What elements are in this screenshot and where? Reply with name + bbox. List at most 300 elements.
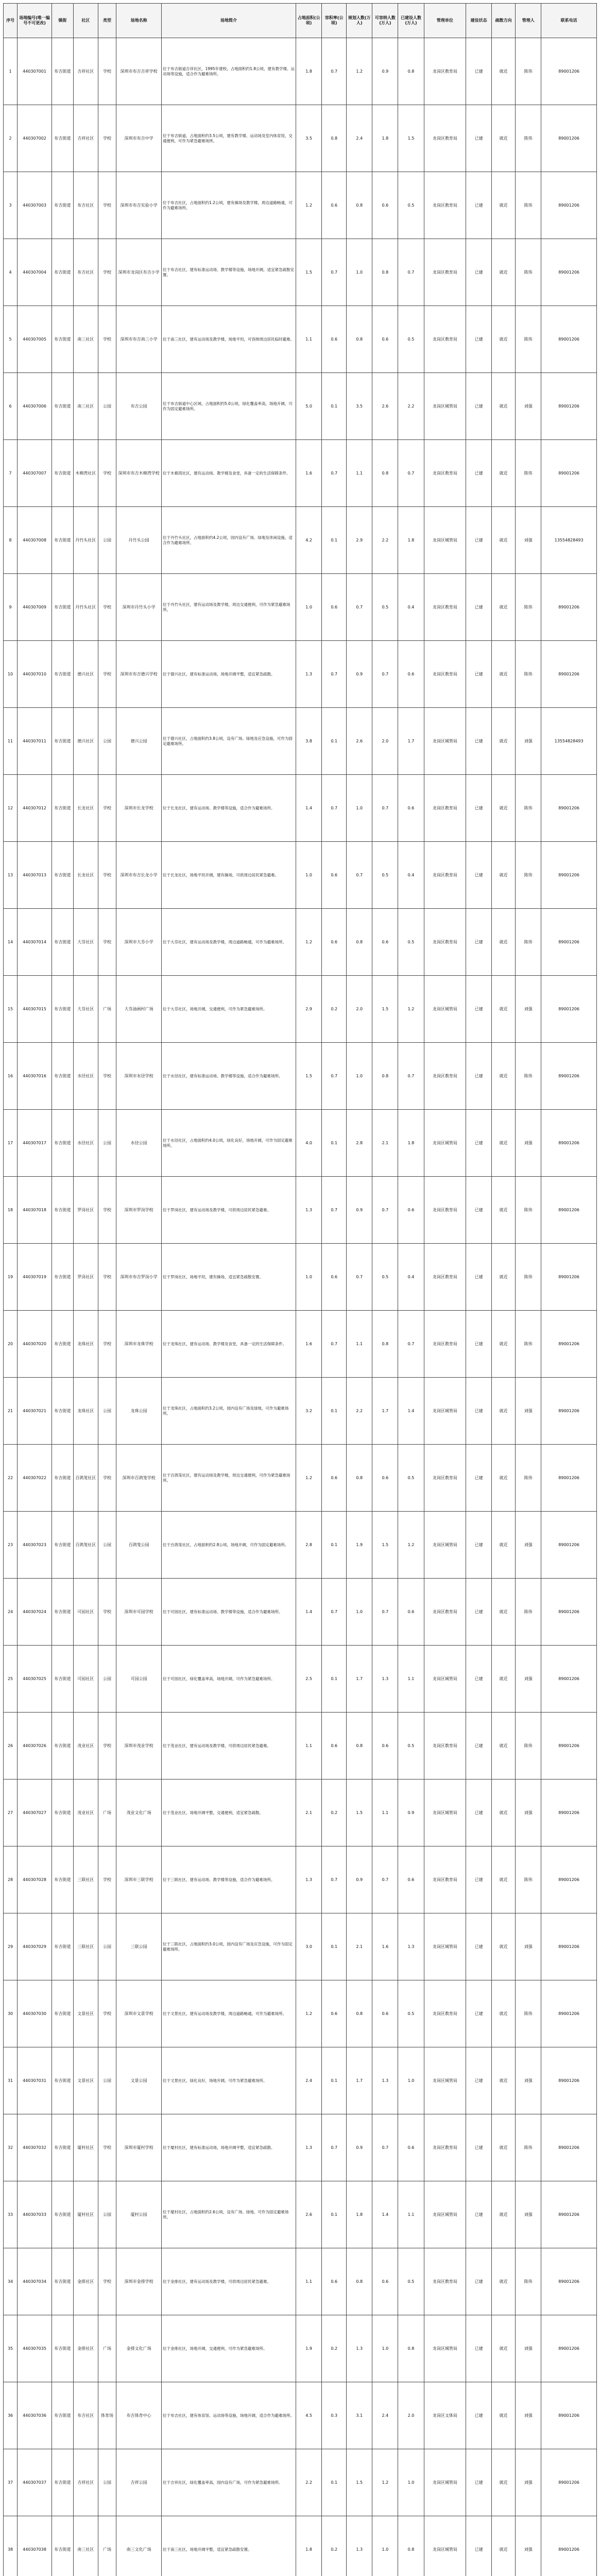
table-cell: 布吉街道	[52, 38, 73, 105]
table-cell: 位于水径社区，建有标准运动场、教学楼等设施，适合作为避难场所。	[161, 1043, 296, 1110]
table-cell: 深圳市丹竹头小学	[116, 574, 162, 641]
table-cell: 24	[4, 1579, 18, 1646]
table-cell: 位于三联社区，占地面积约3.0公顷，园内设有广场及应急设施，可作为固定避难场所。	[161, 1913, 296, 1980]
table-cell: 已建	[466, 1846, 492, 1913]
table-cell: 36	[4, 2382, 18, 2449]
table-cell: 金排文化广场	[116, 2315, 162, 2382]
table-cell: 440307033	[18, 2181, 52, 2248]
table-cell: 就近	[492, 976, 516, 1043]
table-cell: 已建	[466, 708, 492, 775]
table-cell: 3	[4, 172, 18, 239]
table-cell: 0.1	[322, 507, 347, 574]
table-cell: 龙岗区教育局	[424, 1980, 466, 2047]
table-cell: 0.7	[322, 775, 347, 842]
table-cell: 位于布吉社区，占地面积约1.2公顷，建有操场及教学楼，周边道路畅通，可作为避难场所。	[161, 172, 296, 239]
table-cell: 89001206	[541, 2248, 597, 2315]
table-cell: 0.1	[322, 708, 347, 775]
table-cell: 0.9	[372, 38, 398, 105]
table-cell: 已建	[466, 2114, 492, 2181]
table-cell: 公园	[98, 708, 116, 775]
table-cell: 4	[4, 239, 18, 306]
table-cell: 龙岗区城管局	[424, 2516, 466, 2576]
table-cell: 13	[4, 842, 18, 909]
column-header: 序号	[4, 4, 18, 38]
table-cell: 公园	[98, 1110, 116, 1177]
table-cell: 1.7	[398, 708, 424, 775]
table-cell: 1.0	[296, 574, 322, 641]
table-cell: 7	[4, 440, 18, 507]
table-cell: 89001206	[541, 641, 597, 708]
table-cell: 1.2	[296, 909, 322, 976]
table-row	[4, 976, 597, 1043]
table-cell: 37	[4, 2449, 18, 2516]
table-cell: 布吉街道	[52, 1579, 73, 1646]
table-cell: 公园	[98, 373, 116, 440]
table-cell: 0.1	[322, 1378, 347, 1445]
table-cell: 可园公园	[116, 1646, 162, 1713]
table-cell: 就近	[492, 2315, 516, 2382]
table-cell: 2.2	[296, 2449, 322, 2516]
table-cell: 0.5	[372, 842, 398, 909]
table-cell: 0.7	[322, 1846, 347, 1913]
table-cell: 1.8	[372, 105, 398, 172]
table-cell: 陈伟	[516, 2248, 541, 2315]
column-header: 镇街	[52, 4, 73, 38]
table-cell: 440307037	[18, 2449, 52, 2516]
table-cell: 学校	[98, 2248, 116, 2315]
table-cell: 2.4	[372, 2382, 398, 2449]
table-cell: 布吉街道	[52, 373, 73, 440]
table-cell: 0.6	[322, 909, 347, 976]
table-cell: 1.8	[296, 2516, 322, 2576]
table-cell: 38	[4, 2516, 18, 2576]
table-row	[4, 1579, 597, 1646]
table-cell: 89001206	[541, 1646, 597, 1713]
table-row	[4, 1713, 597, 1780]
table-cell: 0.6	[398, 641, 424, 708]
table-cell: 89001206	[541, 1311, 597, 1378]
table-cell: 20	[4, 1311, 18, 1378]
table-cell: 89001206	[541, 1043, 597, 1110]
table-cell: 440307002	[18, 105, 52, 172]
table-cell: 布吉街道	[52, 172, 73, 239]
table-cell: 学校	[98, 38, 116, 105]
table-cell: 位于长龙社区，场地平坦开阔，建有操场，可供周边居民紧急避难。	[161, 842, 296, 909]
table-cell: 1.0	[296, 1244, 322, 1311]
table-cell: 440307034	[18, 2248, 52, 2315]
table-cell: 0.5	[398, 2248, 424, 2315]
table-cell: 已建	[466, 1646, 492, 1713]
table-cell: 89001206	[541, 2382, 597, 2449]
table-cell: 89001206	[541, 909, 597, 976]
table-cell: 5.0	[296, 373, 322, 440]
table-cell: 0.6	[372, 172, 398, 239]
table-cell: 位于德兴社区，建有标准运动场，场地开阔平整，适宜紧急疏散。	[161, 641, 296, 708]
table-cell: 布吉街道	[52, 239, 73, 306]
table-cell: 1.1	[296, 1713, 322, 1780]
table-cell: 已建	[466, 909, 492, 976]
table-cell: 2.2	[398, 373, 424, 440]
table-cell: 大芬油画村广场	[116, 976, 162, 1043]
table-cell: 龙岗区教育局	[424, 775, 466, 842]
table-cell: 440307009	[18, 574, 52, 641]
table-cell: 德兴社区	[73, 641, 98, 708]
table-row	[4, 708, 597, 775]
table-cell: 1.6	[296, 440, 322, 507]
table-cell: 0.7	[347, 574, 372, 641]
table-cell: 89001206	[541, 440, 597, 507]
table-cell: 0.7	[322, 38, 347, 105]
table-cell: 已建	[466, 306, 492, 373]
table-cell: 公园	[98, 1378, 116, 1445]
table-cell: 刘强	[516, 1378, 541, 1445]
table-cell: 440307019	[18, 1244, 52, 1311]
table-cell: 学校	[98, 1713, 116, 1780]
table-cell: 440307038	[18, 2516, 52, 2576]
table-cell: 龙岗区城管局	[424, 708, 466, 775]
table-cell: 0.7	[322, 440, 347, 507]
table-cell: 布吉街道	[52, 842, 73, 909]
table-cell: 龙岗区城管局	[424, 1512, 466, 1579]
table-cell: 公园	[98, 2449, 116, 2516]
table-cell: 0.6	[372, 306, 398, 373]
table-cell: 大芬社区	[73, 976, 98, 1043]
table-cell: 2.6	[296, 2181, 322, 2248]
table-cell: 22	[4, 1445, 18, 1512]
table-cell: 89001206	[541, 1512, 597, 1579]
table-cell: 0.1	[322, 1646, 347, 1713]
table-cell: 位于布吉社区，建有标准运动场、教学楼等设施，场地开阔，适宜紧急疏散安置。	[161, 239, 296, 306]
table-cell: 布吉街道	[52, 1378, 73, 1445]
table-cell: 35	[4, 2315, 18, 2382]
table-cell: 440307035	[18, 2315, 52, 2382]
table-cell: 1.4	[296, 775, 322, 842]
table-cell: 就近	[492, 2114, 516, 2181]
table-cell: 1.0	[347, 239, 372, 306]
table-cell: 已建	[466, 1311, 492, 1378]
table-cell: 0.5	[398, 1445, 424, 1512]
column-header: 场地名称	[116, 4, 162, 38]
table-cell: 位于南三社区，建有运动场及教学楼，场地平坦，可容纳周边居民临时避难。	[161, 306, 296, 373]
table-cell: 0.8	[398, 2516, 424, 2576]
table-cell: 布吉街道	[52, 1780, 73, 1846]
table-cell: 0.8	[347, 306, 372, 373]
table-header-row	[4, 4, 597, 38]
table-cell: 德兴社区	[73, 708, 98, 775]
table-cell: 1.5	[296, 1043, 322, 1110]
table-cell: 就近	[492, 1646, 516, 1713]
table-row	[4, 1244, 597, 1311]
table-cell: 0.6	[322, 1244, 347, 1311]
table-cell: 学校	[98, 909, 116, 976]
table-cell: 就近	[492, 1846, 516, 1913]
table-cell: 1.3	[372, 1646, 398, 1713]
table-cell: 0.6	[398, 1579, 424, 1646]
table-cell: 440307015	[18, 976, 52, 1043]
table-cell: 已建	[466, 1043, 492, 1110]
table-cell: 布吉街道	[52, 1110, 73, 1177]
table-cell: 1.3	[372, 2047, 398, 2114]
table-cell: 布吉街道	[52, 1646, 73, 1713]
table-cell: 440307014	[18, 909, 52, 976]
table-row	[4, 1311, 597, 1378]
table-cell: 学校	[98, 1177, 116, 1244]
table-cell: 布吉街道	[52, 2516, 73, 2576]
table-row	[4, 842, 597, 909]
table-cell: 深圳市布吉中学	[116, 105, 162, 172]
table-cell: 广场	[98, 976, 116, 1043]
table-cell: 19	[4, 1244, 18, 1311]
table-cell: 刘强	[516, 1512, 541, 1579]
table-cell: 布吉街道	[52, 1244, 73, 1311]
table-cell: 德兴公园	[116, 708, 162, 775]
table-cell: 1.3	[296, 641, 322, 708]
table-cell: 水径公园	[116, 1110, 162, 1177]
table-cell: 陈伟	[516, 574, 541, 641]
table-cell: 布吉街道	[52, 507, 73, 574]
table-cell: 1	[4, 38, 18, 105]
table-row	[4, 2516, 597, 2576]
table-cell: 11	[4, 708, 18, 775]
table-cell: 已建	[466, 976, 492, 1043]
table-cell: 就近	[492, 574, 516, 641]
table-cell: 1.5	[372, 1512, 398, 1579]
table-cell: 0.5	[398, 306, 424, 373]
table-cell: 0.8	[398, 2315, 424, 2382]
table-cell: 0.9	[347, 1177, 372, 1244]
table-cell: 已建	[466, 2516, 492, 2576]
table-cell: 0.8	[347, 1980, 372, 2047]
table-cell: 已建	[466, 239, 492, 306]
table-cell: 已建	[466, 440, 492, 507]
table-cell: 龙岗区城管局	[424, 2047, 466, 2114]
table-cell: 3.0	[296, 1913, 322, 1980]
table-cell: 水径社区	[73, 1110, 98, 1177]
table-row	[4, 2181, 597, 2248]
table-cell: 2.2	[372, 507, 398, 574]
table-cell: 89001206	[541, 1780, 597, 1846]
table-cell: 学校	[98, 574, 116, 641]
table-cell: 就近	[492, 1512, 516, 1579]
table-cell: 位于厦村社区，建有标准运动场，场地开阔平整，适宜紧急疏散。	[161, 2114, 296, 2181]
table-row	[4, 1043, 597, 1110]
table-cell: 布吉街道	[52, 775, 73, 842]
table-cell: 深圳市长龙学校	[116, 775, 162, 842]
table-cell: 位于三联社区，建有运动场、教学楼等设施，适合作为避难场所。	[161, 1846, 296, 1913]
table-cell: 89001206	[541, 1244, 597, 1311]
table-cell: 0.6	[322, 172, 347, 239]
table-cell: 罗岗社区	[73, 1244, 98, 1311]
table-cell: 位于布吉社区，建有体育馆、运动场等设施，场地开阔，适合作为避难场所。	[161, 2382, 296, 2449]
table-cell: 学校	[98, 1980, 116, 2047]
table-cell: 刘强	[516, 1110, 541, 1177]
table-row	[4, 2315, 597, 2382]
table-cell: 0.7	[322, 1043, 347, 1110]
table-cell: 布吉街道	[52, 440, 73, 507]
table-row	[4, 1780, 597, 1846]
table-cell: 位于百鸽笼社区，占地面积约2.8公顷，场地开阔，可作为固定避难场所。	[161, 1512, 296, 1579]
table-cell: 陈伟	[516, 909, 541, 976]
table-cell: 就近	[492, 1780, 516, 1846]
table-cell: 龙岗区教育局	[424, 842, 466, 909]
table-cell: 89001206	[541, 2516, 597, 2576]
table-cell: 已建	[466, 2248, 492, 2315]
table-cell: 0.1	[322, 2449, 347, 2516]
table-cell: 罗岗社区	[73, 1177, 98, 1244]
table-cell: 0.9	[347, 2114, 372, 2181]
table-cell: 就近	[492, 1311, 516, 1378]
table-cell: 吉祥社区	[73, 105, 98, 172]
table-cell: 布吉街道	[52, 2449, 73, 2516]
table-cell: 440307025	[18, 1646, 52, 1713]
table-row	[4, 1177, 597, 1244]
table-cell: 0.7	[372, 1579, 398, 1646]
table-cell: 0.7	[322, 641, 347, 708]
table-cell: 龙岗区城管局	[424, 1913, 466, 1980]
table-cell: 龙岗区教育局	[424, 1043, 466, 1110]
table-cell: 21	[4, 1378, 18, 1445]
table-cell: 89001206	[541, 1913, 597, 1980]
table-cell: 学校	[98, 842, 116, 909]
table-cell: 刘强	[516, 2315, 541, 2382]
table-cell: 0.2	[322, 976, 347, 1043]
table-cell: 已建	[466, 172, 492, 239]
table-cell: 位于厦村社区，占地面积约2.6公顷，设有广场、绿地，可作为固定避难场所。	[161, 2181, 296, 2248]
table-cell: 学校	[98, 1846, 116, 1913]
table-cell: 440307022	[18, 1445, 52, 1512]
table-cell: 1.1	[398, 1646, 424, 1713]
table-cell: 丹竹头公园	[116, 507, 162, 574]
table-cell: 89001206	[541, 2047, 597, 2114]
table-cell: 就近	[492, 172, 516, 239]
table-cell: 深圳市龙珠学校	[116, 1311, 162, 1378]
table-cell: 百鸽笼社区	[73, 1512, 98, 1579]
table-cell: 1.0	[372, 2315, 398, 2382]
table-cell: 10	[4, 641, 18, 708]
table-cell: 440307007	[18, 440, 52, 507]
table-cell: 陈伟	[516, 1579, 541, 1646]
table-cell: 1.5	[296, 239, 322, 306]
table-cell: 深圳市布吉长龙小学	[116, 842, 162, 909]
table-cell: 位于布吉街道，占地面积约3.5公顷，建有教学楼、运动场及室内体育馆，交通便利，可作为紧急避难场所。	[161, 105, 296, 172]
table-cell: 17	[4, 1110, 18, 1177]
table-cell: 陈伟	[516, 239, 541, 306]
table-cell: 0.6	[322, 1713, 347, 1780]
table-cell: 440307010	[18, 641, 52, 708]
table-cell: 长龙社区	[73, 842, 98, 909]
table-body	[4, 38, 597, 2576]
table-cell: 440307001	[18, 38, 52, 105]
table-cell: 位于茂业社区，建有运动场及教学楼，可供周边居民紧急避难。	[161, 1713, 296, 1780]
table-cell: 0.8	[322, 105, 347, 172]
table-cell: 已建	[466, 1110, 492, 1177]
table-cell: 深圳市茂业学校	[116, 1713, 162, 1780]
table-cell: 已建	[466, 1378, 492, 1445]
table-cell: 0.6	[322, 2248, 347, 2315]
table-row	[4, 239, 597, 306]
table-cell: 25	[4, 1646, 18, 1713]
table-cell: 2.6	[347, 708, 372, 775]
table-row	[4, 1646, 597, 1713]
table-cell: 布吉街道	[52, 1512, 73, 1579]
table-cell: 440307029	[18, 1913, 52, 1980]
table-cell: 0.3	[322, 2382, 347, 2449]
table-cell: 布吉街道	[52, 2248, 73, 2315]
table-cell: 2.4	[296, 2047, 322, 2114]
table-cell: 龙岗区教育局	[424, 2248, 466, 2315]
table-cell: 440307021	[18, 1378, 52, 1445]
table-cell: 89001206	[541, 239, 597, 306]
table-cell: 440307012	[18, 775, 52, 842]
table-cell: 布吉街道	[52, 1846, 73, 1913]
table-cell: 龙岗区文体局	[424, 2382, 466, 2449]
table-row	[4, 574, 597, 641]
table-cell: 2.8	[347, 1110, 372, 1177]
column-header: 已建设人数(万人)	[398, 4, 424, 38]
table-cell: 布吉街道	[52, 2181, 73, 2248]
column-header: 占地面积(公顷)	[296, 4, 322, 38]
table-cell: 公园	[98, 1512, 116, 1579]
table-row	[4, 641, 597, 708]
table-cell: 15	[4, 976, 18, 1043]
table-cell: 440307004	[18, 239, 52, 306]
table-row	[4, 172, 597, 239]
table-cell: 已建	[466, 842, 492, 909]
table-cell: 1.2	[296, 1445, 322, 1512]
table-cell: 布吉社区	[73, 2382, 98, 2449]
column-header: 建设状态	[466, 4, 492, 38]
table-cell: 0.6	[398, 775, 424, 842]
table-cell: 0.7	[322, 1177, 347, 1244]
table-cell: 公园	[98, 2181, 116, 2248]
table-cell: 深圳市布吉实验小学	[116, 172, 162, 239]
table-cell: 已建	[466, 1980, 492, 2047]
table-cell: 龙珠社区	[73, 1378, 98, 1445]
column-header: 疏散方向	[492, 4, 516, 38]
table-cell: 布吉街道	[52, 641, 73, 708]
table-cell: 2.5	[296, 1646, 322, 1713]
column-header: 场地简介	[161, 4, 296, 38]
table-cell: 学校	[98, 172, 116, 239]
table-cell: 位于罗岗社区，场地平坦，建有操场，适宜紧急疏散安置。	[161, 1244, 296, 1311]
table-cell: 440307008	[18, 507, 52, 574]
table-row	[4, 1913, 597, 1980]
table-cell: 龙岗区教育局	[424, 306, 466, 373]
table-cell: 龙岗区教育局	[424, 1244, 466, 1311]
table-row	[4, 775, 597, 842]
table-cell: 陈伟	[516, 1846, 541, 1913]
table-cell: 龙岗区教育局	[424, 1177, 466, 1244]
table-cell: 陈伟	[516, 1311, 541, 1378]
table-cell: 刘强	[516, 1646, 541, 1713]
table-cell: 440307018	[18, 1177, 52, 1244]
table-cell: 1.0	[347, 1579, 372, 1646]
table-cell: 32	[4, 2114, 18, 2181]
table-cell: 0.6	[398, 1846, 424, 1913]
table-cell: 0.6	[322, 842, 347, 909]
table-cell: 就近	[492, 105, 516, 172]
table-cell: 89001206	[541, 1980, 597, 2047]
table-cell: 三联公园	[116, 1913, 162, 1980]
table-cell: 1.8	[398, 1110, 424, 1177]
column-header: 管理单位	[424, 4, 466, 38]
table-cell: 33	[4, 2181, 18, 2248]
table-cell: 吉祥公园	[116, 2449, 162, 2516]
table-row	[4, 105, 597, 172]
table-cell: 布吉街道	[52, 708, 73, 775]
table-cell: 陈伟	[516, 1244, 541, 1311]
table-cell: 4.0	[296, 1110, 322, 1177]
